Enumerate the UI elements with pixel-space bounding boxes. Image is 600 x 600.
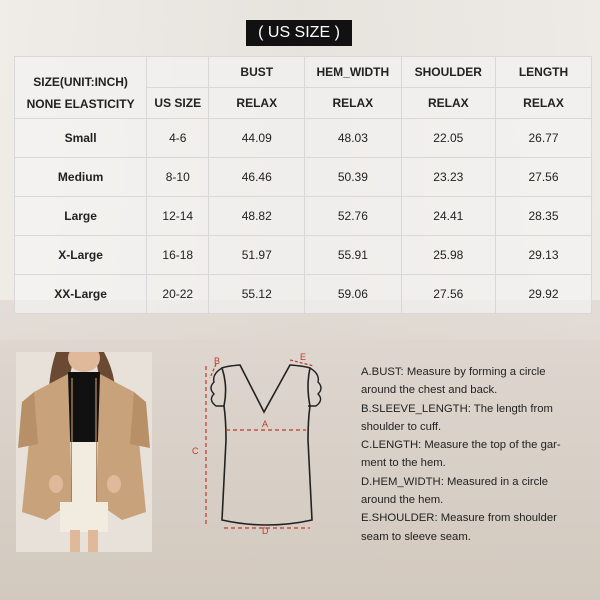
- definition-line: C.LENGTH: Measure the top of the gar-: [361, 439, 561, 452]
- hem-cell: 50.39: [305, 158, 401, 197]
- header-elasticity-label: NONE ELASTICITY: [26, 96, 135, 111]
- model-photo: [16, 352, 152, 552]
- label-b: B: [214, 356, 221, 366]
- us-size-cell: 12-14: [147, 197, 209, 236]
- size-chart-table: [14, 56, 592, 314]
- length-cell: 27.56: [496, 158, 592, 197]
- table-row: [15, 236, 592, 275]
- definition-line: around the chest and back.: [361, 384, 498, 397]
- header-length: LENGTH: [496, 57, 592, 88]
- definition-line: ment to the hem.: [361, 457, 446, 470]
- table-row: [15, 197, 592, 236]
- definition-line: A.BUST: Measure by forming a circle: [361, 366, 546, 378]
- label-e: E: [300, 352, 307, 362]
- label-a: A: [262, 419, 269, 429]
- bust-cell: 51.97: [209, 236, 305, 275]
- us-size-cell: 4-6: [147, 119, 209, 158]
- label-d: D: [262, 526, 269, 536]
- definition-line: E.SHOULDER: Measure from shoulder: [361, 512, 557, 525]
- size-cell: Large: [15, 197, 147, 236]
- measurement-definitions: [361, 363, 593, 546]
- shoulder-cell: 23.23: [401, 158, 495, 197]
- table-header-row: [15, 57, 592, 88]
- header-size-unit-label: SIZE(UNIT:INCH): [33, 74, 128, 89]
- size-cell: XX-Large: [15, 275, 147, 314]
- label-c: C: [192, 446, 199, 456]
- hem-cell: 48.03: [305, 119, 401, 158]
- bust-cell: 48.82: [209, 197, 305, 236]
- header-shoulder-relax: RELAX: [401, 88, 495, 119]
- length-cell: 29.92: [496, 275, 592, 314]
- definition-line: shoulder to cuff.: [361, 420, 442, 433]
- us-size-cell: 20-22: [147, 275, 209, 314]
- definition-line: seam to sleeve seam.: [361, 530, 471, 543]
- shoulder-cell: 27.56: [401, 275, 495, 314]
- garment-outline: [222, 365, 312, 525]
- size-cell: X-Large: [15, 236, 147, 275]
- bust-cell: 55.12: [209, 275, 305, 314]
- bust-cell: 46.46: [209, 158, 305, 197]
- definition-line: around the hem.: [361, 494, 444, 507]
- table-row: [15, 158, 592, 197]
- header-hem-relax: RELAX: [305, 88, 401, 119]
- hem-cell: 59.06: [305, 275, 401, 314]
- length-cell: 28.35: [496, 197, 592, 236]
- bust-cell: 44.09: [209, 119, 305, 158]
- shoulder-cell: 22.05: [401, 119, 495, 158]
- hem-cell: 52.76: [305, 197, 401, 236]
- length-cell: 29.13: [496, 236, 592, 275]
- length-cell: 26.77: [496, 119, 592, 158]
- us-size-cell: 8-10: [147, 158, 209, 197]
- header-bust: BUST: [209, 57, 305, 88]
- definition-line: B.SLEEVE_LENGTH: The length from: [361, 402, 553, 415]
- table-row: [15, 119, 592, 158]
- hem-cell: 55.91: [305, 236, 401, 275]
- measurement-diagram: [182, 350, 352, 550]
- shoulder-cell: 25.98: [401, 236, 495, 275]
- size-title-badge: ( US SIZE ): [246, 20, 352, 46]
- sleeve-line: [210, 364, 216, 378]
- us-size-cell: 16-18: [147, 236, 209, 275]
- header-bust-relax: RELAX: [209, 88, 305, 119]
- table-row: [15, 275, 592, 314]
- header-shoulder: SHOULDER: [401, 57, 495, 88]
- definition-line: D.HEM_WIDTH: Measured in a circle: [361, 475, 549, 488]
- header-hem-width: HEM_WIDTH: [305, 57, 401, 88]
- size-cell: Medium: [15, 158, 147, 197]
- size-cell: Small: [15, 119, 147, 158]
- shoulder-cell: 24.41: [401, 197, 495, 236]
- header-size-unit: [15, 57, 147, 119]
- left-sleeve: [211, 368, 224, 406]
- header-blank: [147, 57, 209, 88]
- right-sleeve: [308, 368, 321, 406]
- header-length-relax: RELAX: [496, 88, 592, 119]
- header-us-size: US SIZE: [147, 88, 209, 119]
